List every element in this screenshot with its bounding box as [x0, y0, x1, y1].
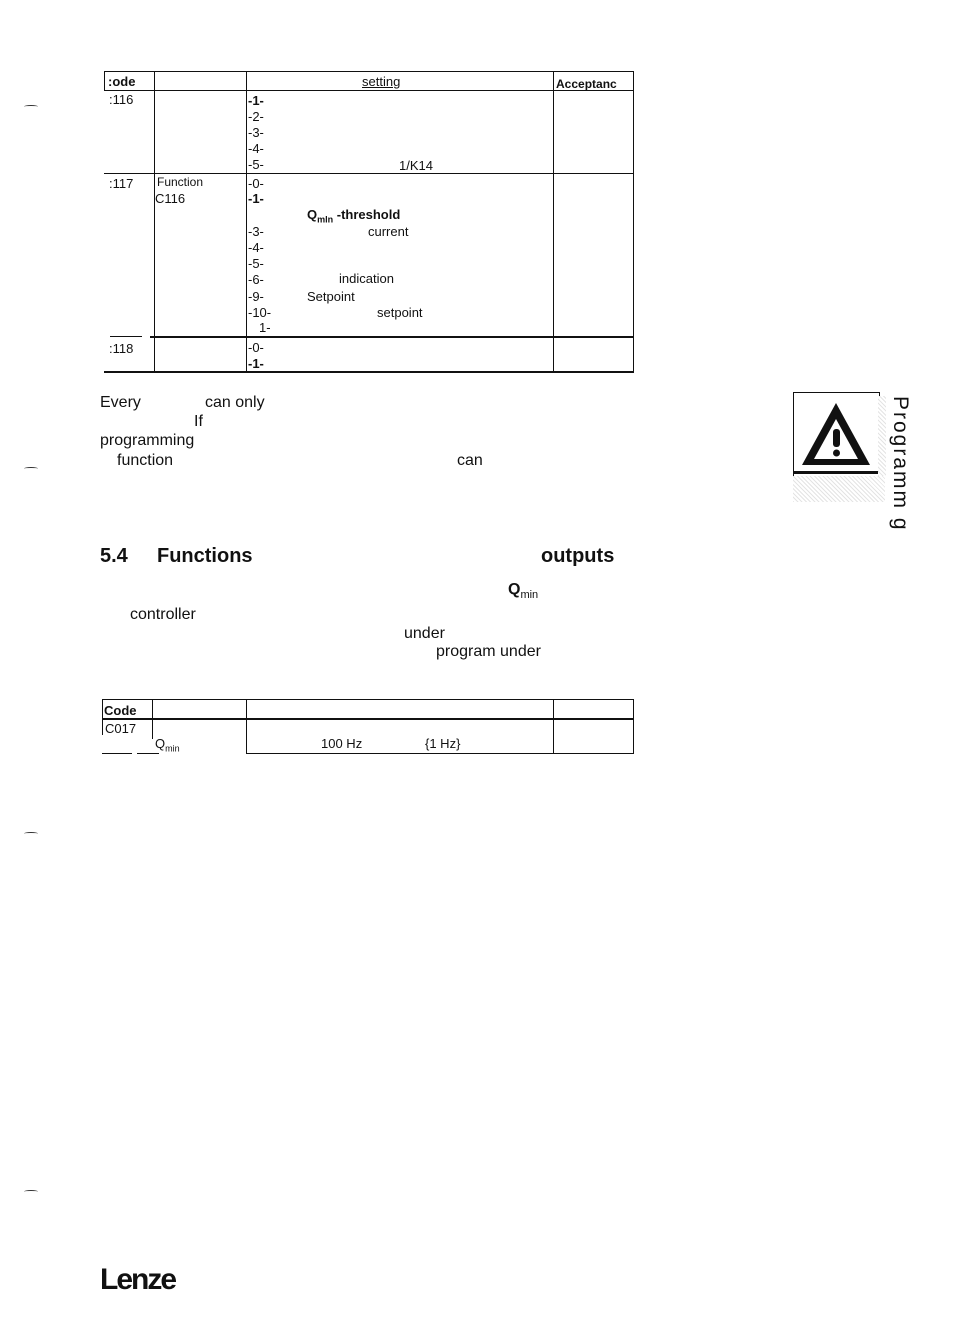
setpoint-label: Setpoint	[307, 289, 355, 304]
code-c116: :116	[109, 92, 134, 107]
header-setting: setting	[362, 74, 401, 89]
relay-k14: 1/K14	[399, 158, 433, 173]
section-title: Functions	[157, 545, 253, 567]
margin-mark	[24, 832, 38, 835]
halftone-shade	[878, 396, 886, 476]
code-c117-ref: C116	[155, 191, 186, 206]
qmin-label: $Q_{min}$	[508, 581, 539, 602]
halftone-shade	[793, 476, 885, 502]
warning-icon	[793, 392, 880, 478]
option: -9-	[248, 289, 264, 304]
indication-label: indication	[339, 271, 394, 286]
current-label: current	[368, 224, 409, 239]
option: -5-	[248, 157, 264, 172]
qmin-threshold: $Q_{mln}$ -threshold	[307, 207, 401, 225]
section-title-end: outputs	[541, 545, 615, 567]
header-acceptance: Acceptanc	[556, 77, 617, 91]
option: -1-	[248, 93, 264, 108]
option: -2-	[248, 109, 264, 124]
step-value: {1 Hz}	[425, 736, 461, 751]
word: Every	[100, 394, 141, 411]
option: -5-	[248, 256, 264, 271]
option: 1-	[259, 320, 271, 335]
option: -4-	[248, 141, 264, 156]
word: If	[194, 413, 203, 430]
header-code: Code	[104, 703, 137, 718]
code-c117: :117	[109, 176, 134, 191]
option: -6-	[248, 272, 264, 287]
margin-mark	[24, 1190, 38, 1193]
word: function	[117, 452, 174, 469]
code-c118: :118	[109, 341, 134, 356]
header-code: :ode	[108, 74, 136, 89]
option: -3-	[248, 224, 264, 239]
code-c017: C017	[105, 721, 137, 736]
option: -0-	[248, 176, 264, 191]
margin-mark	[24, 467, 38, 470]
word: can only	[205, 394, 265, 411]
option: -1-	[248, 356, 264, 371]
margin-mark	[24, 105, 38, 108]
option: -3-	[248, 125, 264, 140]
option: -10-	[248, 305, 272, 320]
chapter-tab: Programm g	[889, 396, 912, 532]
word: under	[404, 625, 445, 642]
option: -0-	[248, 340, 264, 355]
word: programming	[100, 432, 195, 449]
word: program under	[436, 643, 541, 660]
setpoint-label: setpoint	[377, 305, 423, 320]
section-number: 5.4	[100, 545, 128, 567]
option: -1-	[248, 191, 264, 206]
lenze-logo: Lenze	[100, 1263, 176, 1296]
option: -4-	[248, 240, 264, 255]
qmin-name: $Q_{min}$	[155, 736, 180, 754]
code-c117-name: Function	[157, 175, 204, 189]
default-value: 100 Hz	[321, 736, 363, 751]
word: controller	[130, 606, 196, 623]
word: can	[457, 452, 483, 469]
